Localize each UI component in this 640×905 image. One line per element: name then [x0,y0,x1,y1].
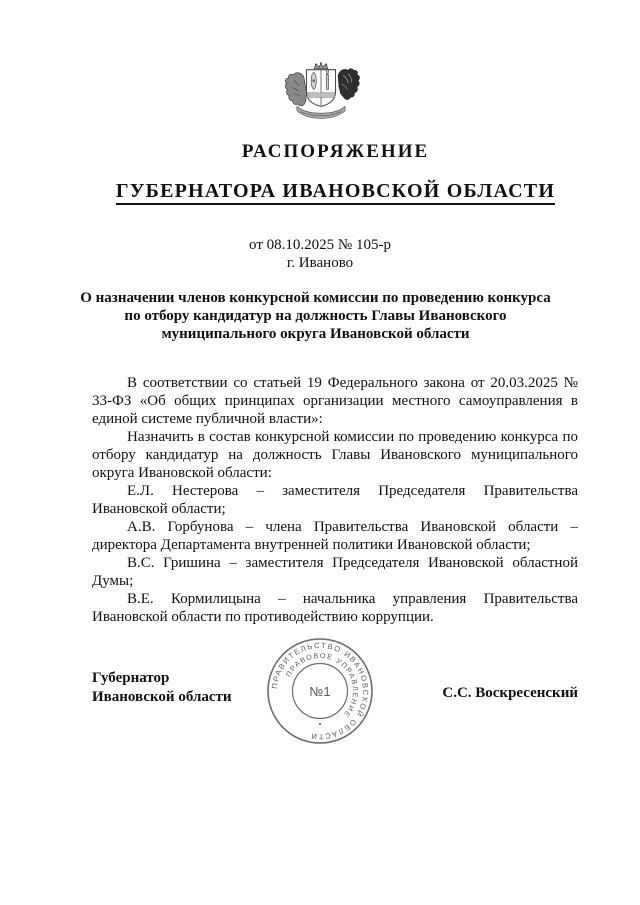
body-paragraph: В.С. Гришина – заместителя Председателя Ивановской областной Думы; [92,555,578,589]
document-issuer-text: ГУБЕРНАТОРА ИВАНОВСКОЙ ОБЛАСТИ [116,180,555,205]
signatory-position-line: Губернатор [92,670,170,686]
body-paragraph: Назначить в состав конкурсной комиссии по проведению конкурса по отбору кандидатур на должность Главы Ивановского муниципального округа Ивановской области: [92,429,578,481]
body-paragraph: А.В. Горбунова – члена Правительства Ивановской области – директора Департамента внутренней политики Ивановской области; [92,519,578,553]
stamp-inner-ring-text: ПРАВОВОЕ УПРАВЛЕНИЕ [283,650,361,720]
subject-line: муниципального округа Ивановской области [161,326,470,342]
signatory-name: С.С. Воскресенский [442,685,578,701]
signatory-position [92,669,232,707]
base-ornament-icon [297,106,346,118]
body-paragraph: Е.Л. Нестерова – заместителя Председателя Правительства Ивановской области; [92,483,578,517]
date-number-line: от 08.10.2025 № 105-р [249,237,391,253]
stamp-center-number: №1 [309,684,331,699]
signatory-position-line: Ивановской области [92,689,232,705]
eagle-supporter-icon [338,69,359,100]
document-subject [72,289,559,343]
date-place-block [0,236,640,272]
body-paragraph: В соответствии со статьей 19 Федерального закона от 20.03.2025 № 33-ФЗ «Об общих принципах организации местного самоуправления в единой системе публичной власти»: [92,375,578,427]
stamp-bottom-dot-icon [319,723,321,725]
subject-line: О назначении членов конкурсной комиссии по проведению конкурса [80,290,551,306]
document-type-title: РАСПОРЯЖЕНИЕ [241,141,430,162]
round-stamp-seal [265,636,375,746]
document-issuer-title [52,180,619,203]
document-body [92,374,578,626]
stamp-outer-ring-text: ПРАВИТЕЛЬСТВО ИВАНОВСКОЙ ОБЛАСТИ [269,640,371,742]
torch-icon [326,69,328,75]
place-line: г. Иваново [286,255,354,271]
body-paragraph: В.Е. Кормилицына – начальника управления Правительства Ивановской области по противодействию коррупции. [92,591,578,625]
subject-line: по отбору кандидатур на должность Главы Ивановского [124,308,507,324]
coat-of-arms-ivanovo-oblast-icon [278,62,364,120]
